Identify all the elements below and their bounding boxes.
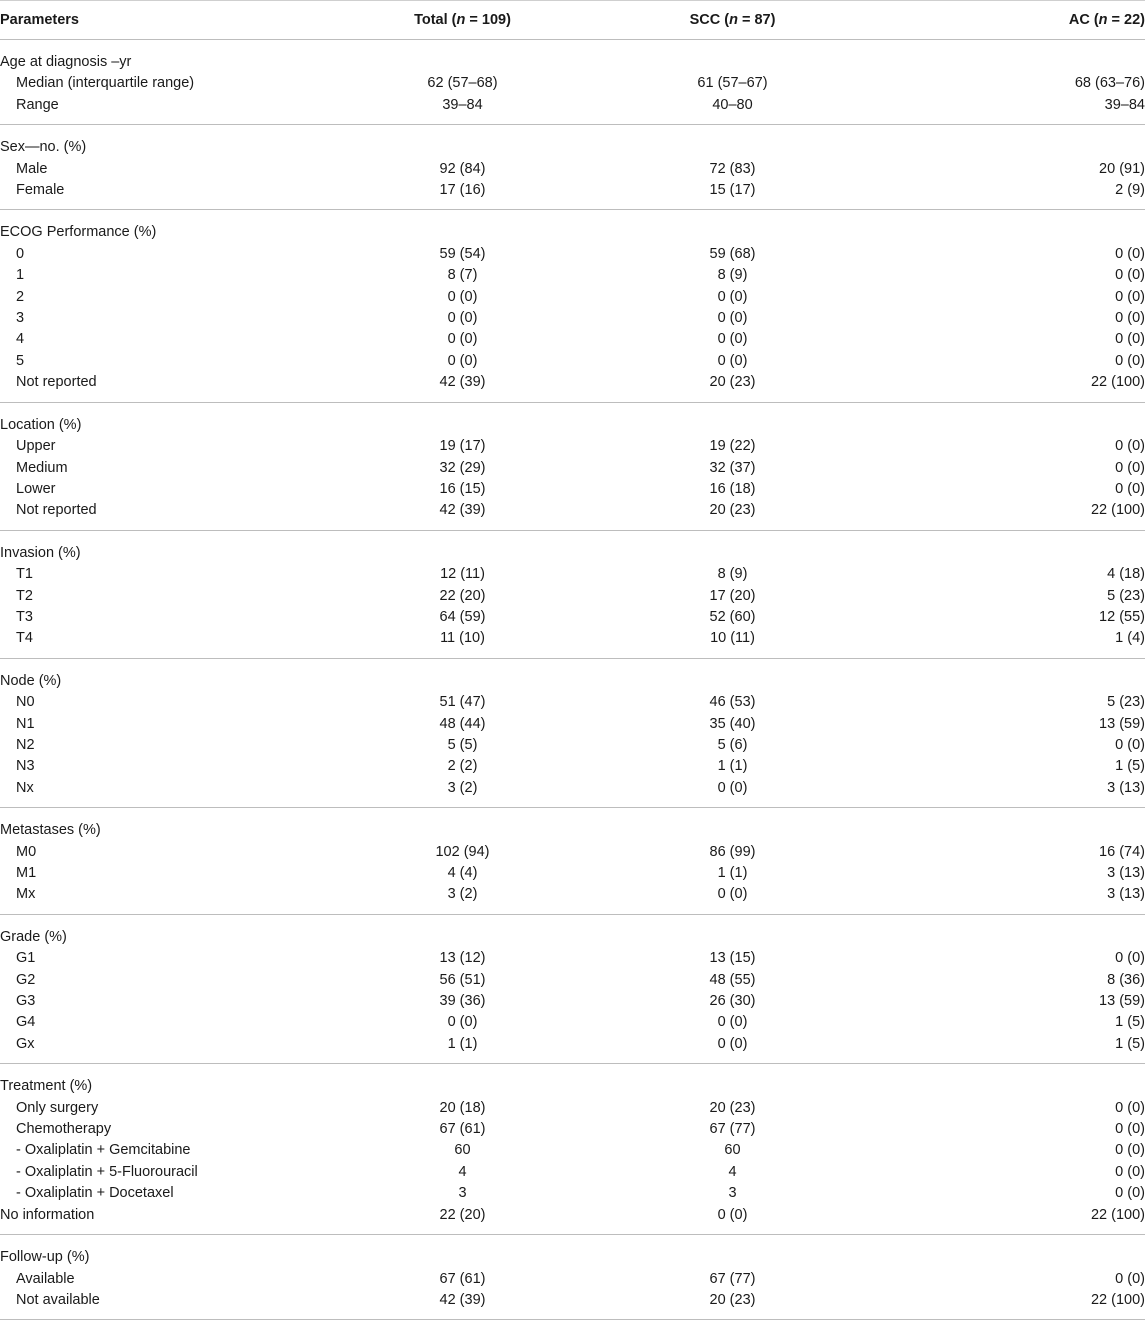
table-group (0, 1235, 1145, 1320)
row-label: 2 (16, 288, 25, 305)
table-row (0, 1162, 1145, 1183)
cell-ac: 22 (100) (1090, 502, 1145, 519)
cell-ac: 4 (18) (1107, 566, 1145, 583)
cell-scc: 15 (17) (709, 182, 756, 199)
row-label: Chemotherapy (16, 1121, 112, 1138)
cell-ac: 0 (0) (1115, 736, 1145, 753)
table-group (0, 914, 1145, 1063)
cell-ac: 5 (23) (1107, 694, 1145, 711)
cell-ac: 13 (59) (1099, 993, 1145, 1010)
group-title: Node (%) (0, 672, 62, 689)
header-scc: SCC (n = 87) (595, 1, 870, 40)
cell-ac: 1 (5) (1115, 758, 1145, 775)
cell-scc: 48 (55) (709, 971, 756, 988)
row-label: N2 (16, 736, 35, 753)
cell-scc: 61 (57–67) (697, 75, 768, 92)
group-title: Grade (%) (0, 928, 67, 945)
row-label: No information (0, 1206, 95, 1223)
row-label: T1 (16, 566, 33, 583)
row-label: 1 (16, 267, 25, 284)
cell-ac: 0 (0) (1115, 267, 1145, 284)
cell-scc: 20 (23) (709, 502, 756, 519)
cell-total: 92 (84) (439, 160, 486, 177)
row-label: - Oxaliplatin + Docetaxel (16, 1185, 174, 1202)
cell-scc: 20 (23) (709, 1291, 756, 1308)
row-label: Lower (16, 480, 56, 497)
cell-scc: 52 (60) (709, 608, 756, 625)
table-group (0, 210, 1145, 402)
table-header (0, 1, 1145, 40)
cell-scc: 17 (20) (709, 587, 756, 604)
cell-scc: 26 (30) (709, 993, 756, 1010)
group-title: Follow-up (%) (0, 1249, 90, 1266)
header-parameters: Parameters (0, 1, 330, 40)
cell-scc: 20 (23) (709, 1099, 756, 1116)
cell-total: 17 (16) (439, 182, 486, 199)
table-row (0, 308, 1145, 329)
cell-scc: 16 (18) (709, 480, 756, 497)
table-row (0, 180, 1145, 201)
table-row (0, 265, 1145, 286)
cell-total: 56 (51) (439, 971, 486, 988)
table-row (0, 884, 1145, 905)
table-row (0, 863, 1145, 884)
cell-ac: 22 (100) (1090, 1291, 1145, 1308)
table-row (0, 756, 1145, 777)
cell-total: 3 (458, 1185, 467, 1202)
cell-ac: 2 (9) (1115, 182, 1145, 199)
cell-total: 51 (47) (439, 694, 486, 711)
cell-ac: 1 (5) (1115, 1035, 1145, 1052)
table-row (0, 244, 1145, 265)
row-label: Nx (16, 779, 34, 796)
cell-total: 0 (0) (447, 1014, 478, 1031)
cell-total: 62 (57–68) (427, 75, 498, 92)
cell-ac: 1 (5) (1115, 1014, 1145, 1031)
table-row (0, 1140, 1145, 1161)
row-label: - Oxaliplatin + 5-Fluorouracil (16, 1163, 198, 1180)
row-label: G3 (16, 993, 36, 1010)
cell-total: 22 (20) (439, 587, 486, 604)
table-row (0, 1012, 1145, 1033)
row-label: Male (16, 160, 48, 177)
cell-scc: 10 (11) (710, 630, 755, 647)
row-label: G2 (16, 971, 36, 988)
row-label: Not reported (16, 502, 97, 519)
cell-ac: 22 (100) (1090, 374, 1145, 391)
cell-scc: 0 (0) (717, 886, 748, 903)
group-title-row (0, 415, 1145, 436)
cell-ac: 0 (0) (1115, 438, 1145, 455)
table-row (0, 351, 1145, 372)
table-group (0, 40, 1145, 125)
cell-scc: 72 (83) (709, 160, 756, 177)
cell-scc: 35 (40) (709, 715, 756, 732)
group-title-row (0, 1076, 1145, 1097)
cell-total: 64 (59) (439, 608, 486, 625)
row-label: Median (interquartile range) (16, 75, 195, 92)
cell-scc: 32 (37) (709, 459, 756, 476)
table-row (0, 479, 1145, 500)
cell-total: 22 (20) (439, 1206, 486, 1223)
cell-total: 67 (61) (439, 1121, 486, 1138)
cell-scc: 40–80 (712, 96, 753, 113)
cell-ac: 0 (0) (1115, 1142, 1145, 1159)
row-label: Not reported (16, 374, 97, 391)
row-label: M0 (16, 843, 37, 860)
cell-ac: 0 (0) (1115, 480, 1145, 497)
cell-ac: 3 (13) (1107, 865, 1145, 881)
cell-scc: 19 (22) (709, 438, 756, 455)
cell-scc: 0 (0) (717, 1014, 748, 1031)
table-group (0, 1064, 1145, 1235)
table-group (0, 402, 1145, 530)
cell-total: 19 (17) (439, 438, 486, 455)
table-row (0, 735, 1145, 756)
row-label: M1 (16, 865, 37, 881)
cell-ac: 68 (63–76) (1074, 75, 1145, 92)
group-title-row (0, 671, 1145, 692)
cell-total: 2 (2) (447, 758, 478, 775)
table-row (0, 1183, 1145, 1204)
table-row (0, 586, 1145, 607)
group-title-row (0, 137, 1145, 158)
cell-scc: 1 (1) (717, 758, 748, 775)
cell-ac: 0 (0) (1115, 288, 1145, 305)
table-row (0, 842, 1145, 863)
group-title: Invasion (%) (0, 544, 81, 561)
table-row (0, 948, 1145, 969)
cell-scc: 67 (77) (709, 1121, 756, 1138)
cell-total: 48 (44) (439, 715, 486, 732)
header-total: Total (n = 109) (330, 1, 595, 40)
cell-scc: 46 (53) (709, 694, 756, 711)
row-label: N1 (16, 715, 35, 732)
cell-ac: 0 (0) (1115, 459, 1145, 476)
table-row (0, 564, 1145, 585)
cell-ac: 0 (0) (1115, 1185, 1145, 1202)
cell-scc: 0 (0) (717, 1035, 748, 1052)
row-label: Upper (16, 438, 56, 455)
row-label: - Oxaliplatin + Gemcitabine (16, 1142, 191, 1159)
group-title-row (0, 927, 1145, 948)
cell-ac: 13 (59) (1099, 715, 1145, 732)
header-ac: AC (n = 22) (870, 1, 1145, 40)
cell-total: 42 (39) (439, 502, 486, 519)
cell-ac: 0 (0) (1115, 1121, 1145, 1138)
row-label: Range (16, 96, 59, 113)
cell-total: 39–84 (442, 96, 483, 113)
table-row (0, 714, 1145, 735)
cell-ac: 3 (13) (1107, 779, 1145, 796)
cell-total: 67 (61) (439, 1270, 486, 1287)
row-label: Available (16, 1270, 75, 1287)
group-title-row (0, 820, 1145, 841)
cell-scc: 8 (9) (717, 267, 748, 284)
table-row (0, 970, 1145, 991)
row-label: T2 (16, 587, 33, 604)
row-label: G1 (16, 950, 36, 967)
cell-ac: 20 (91) (1099, 160, 1145, 177)
table-row (0, 1205, 1145, 1226)
cell-ac: 5 (23) (1107, 587, 1145, 604)
cell-scc: 0 (0) (717, 331, 748, 348)
cell-total: 3 (2) (447, 886, 478, 903)
table-group (0, 530, 1145, 658)
table-row (0, 372, 1145, 393)
cell-total: 0 (0) (447, 352, 478, 369)
cell-total: 4 (4) (447, 865, 478, 881)
cell-scc: 4 (728, 1163, 737, 1180)
group-title: Age at diagnosis –yr (0, 54, 132, 70)
table-row (0, 1034, 1145, 1055)
cell-ac: 0 (0) (1115, 1163, 1145, 1180)
cell-scc: 0 (0) (717, 288, 748, 305)
cell-total: 16 (15) (439, 480, 486, 497)
row-label: 5 (16, 352, 25, 369)
cell-total: 3 (2) (447, 779, 478, 796)
table-row (0, 1119, 1145, 1140)
cell-total: 8 (7) (447, 267, 478, 284)
cell-scc: 3 (728, 1185, 737, 1202)
cell-ac: 1 (4) (1115, 630, 1145, 647)
row-label: Mx (16, 886, 36, 903)
cell-scc: 8 (9) (717, 566, 748, 583)
cell-ac: 16 (74) (1099, 843, 1145, 860)
group-title-row (0, 543, 1145, 564)
cell-total: 0 (0) (447, 288, 478, 305)
cell-total: 12 (11) (440, 566, 485, 583)
cell-ac: 3 (13) (1107, 886, 1145, 903)
row-label: Not available (16, 1291, 100, 1308)
cell-scc: 0 (0) (717, 1206, 748, 1223)
cell-total: 42 (39) (439, 374, 486, 391)
group-title-row (0, 1247, 1145, 1268)
table-row (0, 692, 1145, 713)
cell-scc: 20 (23) (709, 374, 756, 391)
cell-total: 102 (94) (435, 843, 490, 860)
cell-ac: 0 (0) (1115, 331, 1145, 348)
table-row (0, 329, 1145, 350)
cell-scc: 13 (15) (709, 950, 756, 967)
row-label: T3 (16, 608, 33, 625)
cell-total: 32 (29) (439, 459, 486, 476)
cell-scc: 86 (99) (709, 843, 756, 860)
row-label: N0 (16, 694, 35, 711)
table-group (0, 808, 1145, 915)
table-row (0, 436, 1145, 457)
table-row (0, 628, 1145, 649)
table-row (0, 991, 1145, 1012)
cell-ac: 0 (0) (1115, 245, 1145, 262)
row-label: 0 (16, 245, 25, 262)
cell-ac: 39–84 (1104, 96, 1145, 113)
cell-total: 11 (10) (440, 630, 485, 647)
cell-total: 4 (458, 1163, 467, 1180)
table-row (0, 1098, 1145, 1119)
cell-scc: 0 (0) (717, 352, 748, 369)
row-label: N3 (16, 758, 35, 775)
cell-total: 0 (0) (447, 310, 478, 327)
table-row (0, 1290, 1145, 1311)
cell-total: 59 (54) (439, 245, 486, 262)
cell-ac: 0 (0) (1115, 1270, 1145, 1287)
cell-total: 39 (36) (439, 993, 486, 1010)
table-row (0, 1269, 1145, 1290)
cell-ac: 0 (0) (1115, 310, 1145, 327)
cell-ac: 8 (36) (1107, 971, 1145, 988)
row-label: Gx (16, 1035, 35, 1052)
group-title-row (0, 222, 1145, 243)
cell-scc: 60 (724, 1142, 741, 1159)
row-label: Only surgery (16, 1099, 99, 1116)
table-row (0, 500, 1145, 521)
cell-total: 13 (12) (439, 950, 486, 967)
cell-ac: 0 (0) (1115, 352, 1145, 369)
table-group (0, 658, 1145, 807)
cell-total: 0 (0) (447, 331, 478, 348)
row-label: Female (16, 182, 65, 199)
group-title-row (0, 52, 1145, 73)
cell-scc: 1 (1) (717, 865, 748, 881)
table-row (0, 95, 1145, 116)
group-title: Treatment (%) (0, 1078, 93, 1095)
cell-ac: 12 (55) (1099, 608, 1145, 625)
row-label: T4 (16, 630, 33, 647)
group-title: ECOG Performance (%) (0, 224, 157, 241)
cell-total: 1 (1) (447, 1035, 478, 1052)
table-row (0, 287, 1145, 308)
row-label: G4 (16, 1014, 36, 1031)
row-label: 3 (16, 310, 25, 327)
group-title: Location (%) (0, 416, 82, 433)
group-title: Sex—no. (%) (0, 139, 87, 156)
cell-total: 5 (5) (447, 736, 478, 753)
cell-ac: 0 (0) (1115, 1099, 1145, 1116)
cell-scc: 5 (6) (717, 736, 748, 753)
table-row (0, 458, 1145, 479)
group-title: Metastases (%) (0, 822, 101, 839)
cell-scc: 59 (68) (709, 245, 756, 262)
cell-ac: 0 (0) (1115, 950, 1145, 967)
row-label: Medium (16, 459, 68, 476)
row-label: 4 (16, 331, 25, 348)
cell-total: 20 (18) (439, 1099, 486, 1116)
table-row (0, 73, 1145, 94)
cell-scc: 0 (0) (717, 779, 748, 796)
table-row (0, 159, 1145, 180)
table-row (0, 778, 1145, 799)
table-row (0, 607, 1145, 628)
cell-scc: 67 (77) (709, 1270, 756, 1287)
table-group (0, 125, 1145, 210)
cell-scc: 0 (0) (717, 310, 748, 327)
cell-ac: 22 (100) (1090, 1206, 1145, 1223)
cell-total: 60 (454, 1142, 471, 1159)
cell-total: 42 (39) (439, 1291, 486, 1308)
